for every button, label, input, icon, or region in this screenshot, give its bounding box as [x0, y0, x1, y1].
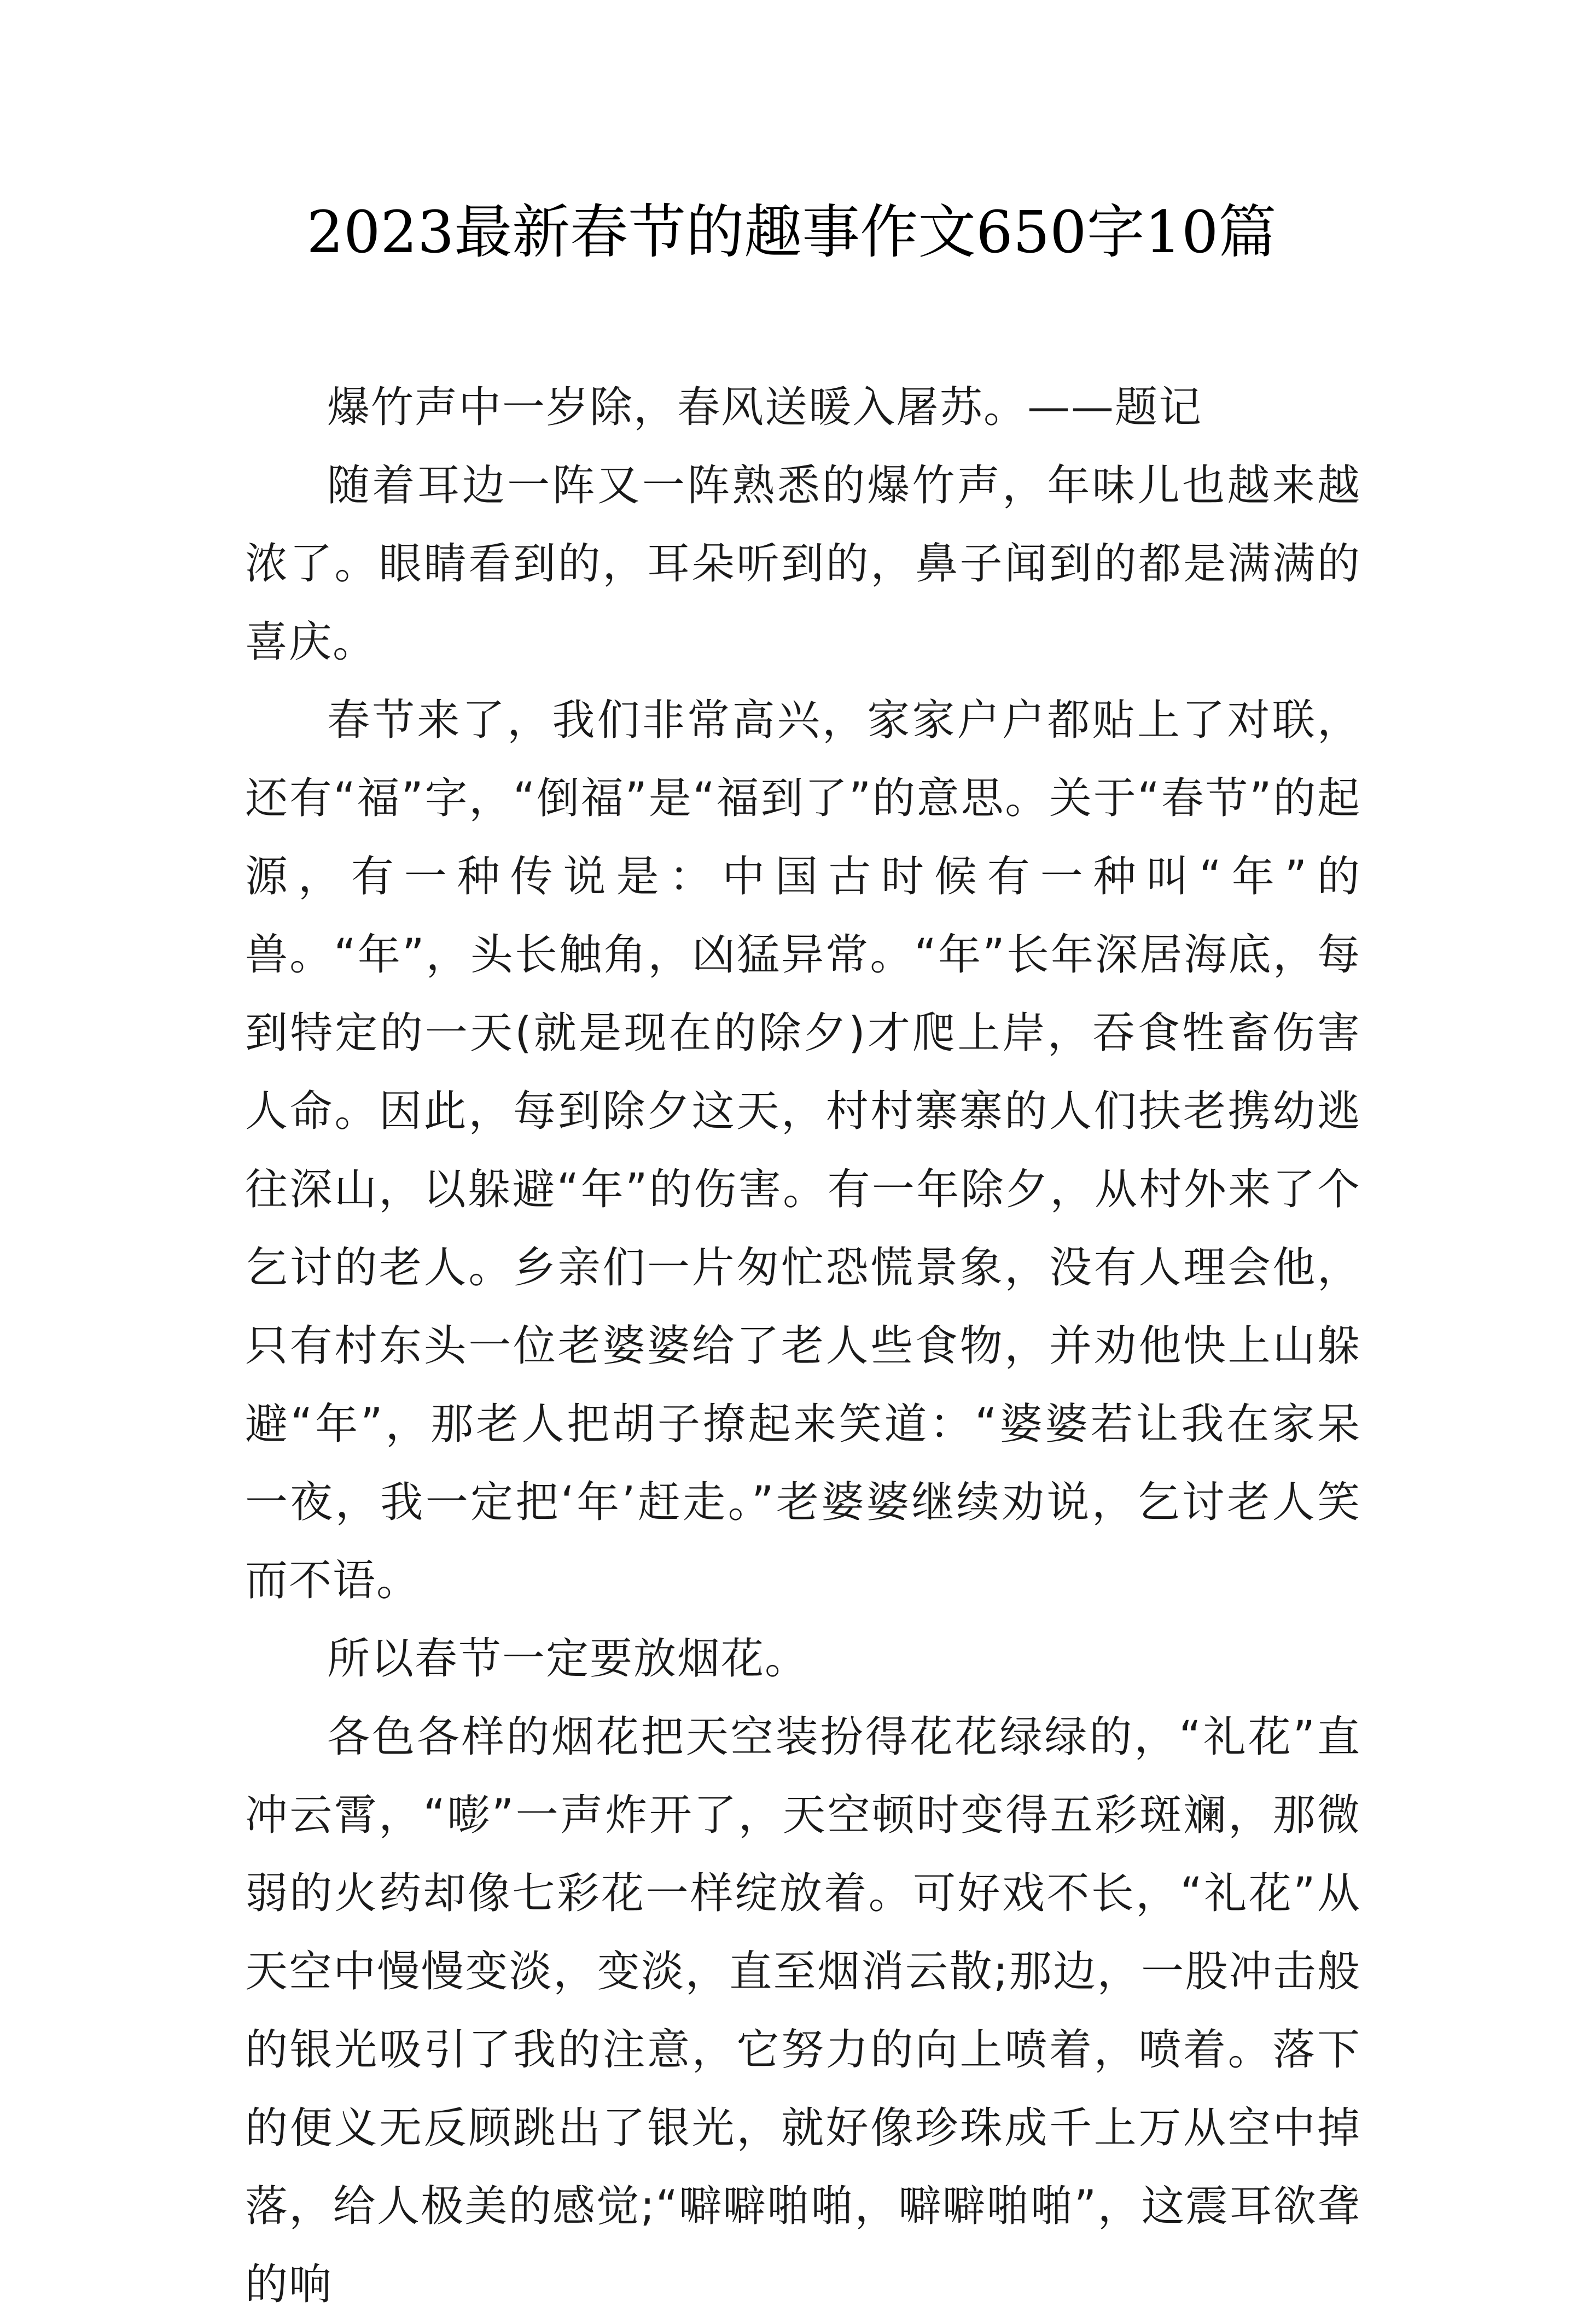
paragraph-3: 所以春节一定要放烟花。 [327, 1634, 809, 1684]
paragraph-epigraph: 爆竹声中一岁除，春风送暖入屠苏。——题记 [327, 383, 1203, 432]
document-body [245, 369, 1361, 2324]
paragraph-4: 各色各样的烟花把天空装扮得花花绿绿的，“礼花”直冲云霄，“嘭”一声炸开了，天空顿时变得五彩斑斓，那微弱的火药却像七彩花一样绽放着。可好戏不长，“礼花”从天空中慢慢变淡，变淡，直至烟消云散;那边，一股冲击般的银光吸引了我的注意，它努力的向上喷着，喷着。落下的便义无反顾跳出了银光，就好像珍珠成千上万从空中掉落，给人极美的感觉;“噼噼啪啪，噼噼啪啪”，这震耳欲聋的响 [245, 1713, 1361, 2309]
paragraph-1: 随着耳边一阵又一阵熟悉的爆竹声，年味儿也越来越浓了。眼睛看到的，耳朵听到的，鼻子闻到的都是满满的喜庆。 [245, 461, 1361, 667]
paragraph-2: 春节来了，我们非常高兴，家家户户都贴上了对联，还有“福”字，“倒福”是“福到了”的意思。关于“春节”的起源，有一种传说是：中国古时候有一种叫“年”的兽。“年”，头长触角，凶猛异常。“年”长年深居海底，每到特定的一天(就是现在的除夕)才爬上岸，吞食牲畜伤害人命。因此，每到除夕这天，村村寨寨的人们扶老携幼逃往深山，以躲避“年”的伤害。有一年除夕，从村外来了个乞讨的老人。乡亲们一片匆忙恐慌景象，没有人理会他，只有村东头一位老婆婆给了老人些食物，并劝他快上山躲避“年”，那老人把胡子撩起来笑道：“婆婆若让我在家呆一夜，我一定把‘年’赶走。”老婆婆继续劝说，乞讨老人笑而不语。 [245, 696, 1361, 1605]
document-title: 2023最新春节的趣事作文650字10篇 [306, 199, 1277, 266]
